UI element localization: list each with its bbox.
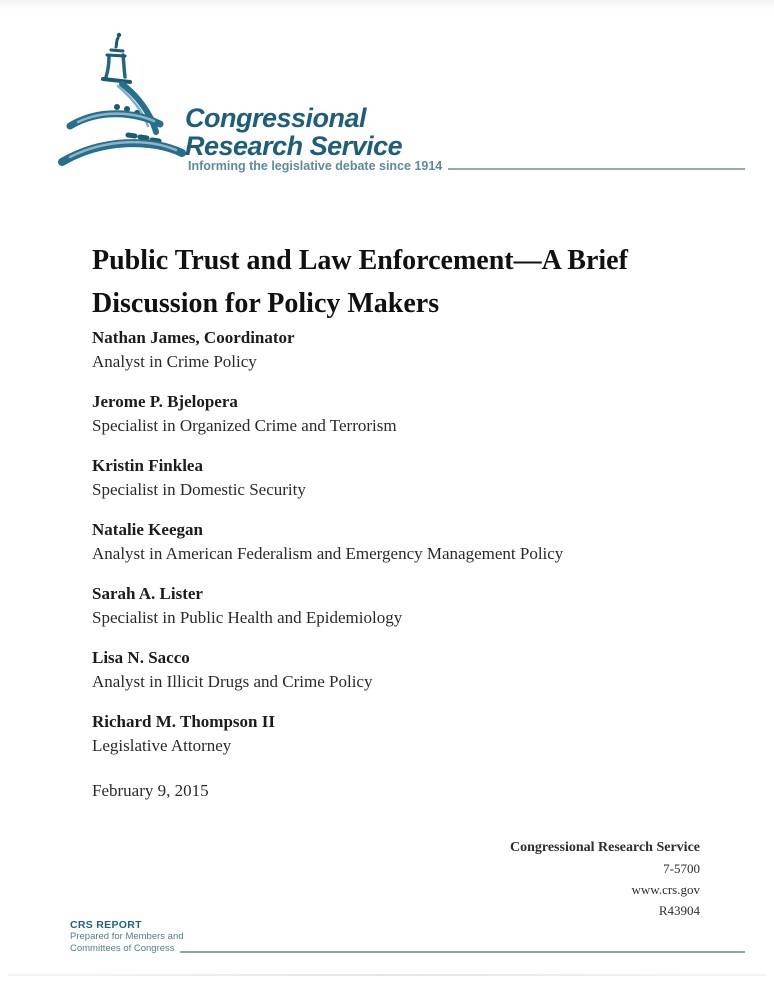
author-entry — [92, 454, 712, 502]
footer-line2-row — [70, 943, 745, 955]
cover-footer — [70, 919, 745, 955]
author-name: Lisa N. Sacco — [92, 648, 190, 667]
author-role: Specialist in Public Health and Epidemiology — [92, 608, 403, 627]
publisher-phone: 7-5700 — [663, 861, 700, 876]
publisher-org: Congressional Research Service — [509, 840, 700, 855]
author-entry — [92, 326, 712, 374]
crs-tagline: Informing the legislative debate since 1914 — [188, 159, 443, 173]
author-entry — [92, 710, 712, 758]
tagline-rule — [448, 168, 745, 170]
author-entry — [92, 646, 712, 694]
footer-line2: Committees of Congress — [70, 943, 175, 954]
scan-page-edge — [8, 974, 766, 976]
publication-date: February 9, 2015 — [92, 781, 209, 800]
author-role: Specialist in Domestic Security — [92, 480, 306, 499]
crs-report-label: CRS REPORT — [70, 919, 142, 931]
author-name: Sarah A. Lister — [92, 584, 203, 603]
author-role: Analyst in Illicit Drugs and Crime Policy — [92, 672, 373, 691]
author-role: Analyst in Crime Policy — [92, 352, 257, 371]
report-number: R43904 — [658, 903, 700, 918]
author-name: Jerome P. Bjelopera — [92, 392, 238, 411]
author-name: Richard M. Thompson II — [92, 712, 275, 731]
publisher-website: www.crs.gov — [631, 882, 700, 897]
author-name: Kristin Finklea — [92, 456, 203, 475]
footer-rule — [180, 951, 745, 953]
crs-wordmark — [185, 104, 402, 160]
author-role: Legislative Attorney — [92, 736, 232, 755]
author-entry — [92, 390, 712, 438]
author-entry — [92, 518, 712, 566]
author-role: Specialist in Organized Crime and Terrorism — [92, 416, 397, 435]
author-role: Analyst in American Federalism and Emergency Management Policy — [92, 544, 564, 563]
author-list — [92, 326, 712, 801]
author-name: Natalie Keegan — [92, 520, 203, 539]
author-entry — [92, 582, 712, 630]
publisher-block — [510, 837, 700, 921]
report-title — [92, 239, 712, 325]
author-name: Nathan James, Coordinator — [92, 328, 295, 347]
report-title-line2: Discussion for Policy Makers — [92, 287, 440, 319]
crs-wordmark-line1: Congressional — [185, 103, 367, 133]
crs-tagline-row — [188, 159, 745, 173]
report-title-line1: Public Trust and Law Enforcement—A Brief — [92, 244, 628, 276]
footer-line1: Prepared for Members and — [70, 931, 184, 942]
crs-wordmark-line2: Research Service — [185, 131, 403, 161]
